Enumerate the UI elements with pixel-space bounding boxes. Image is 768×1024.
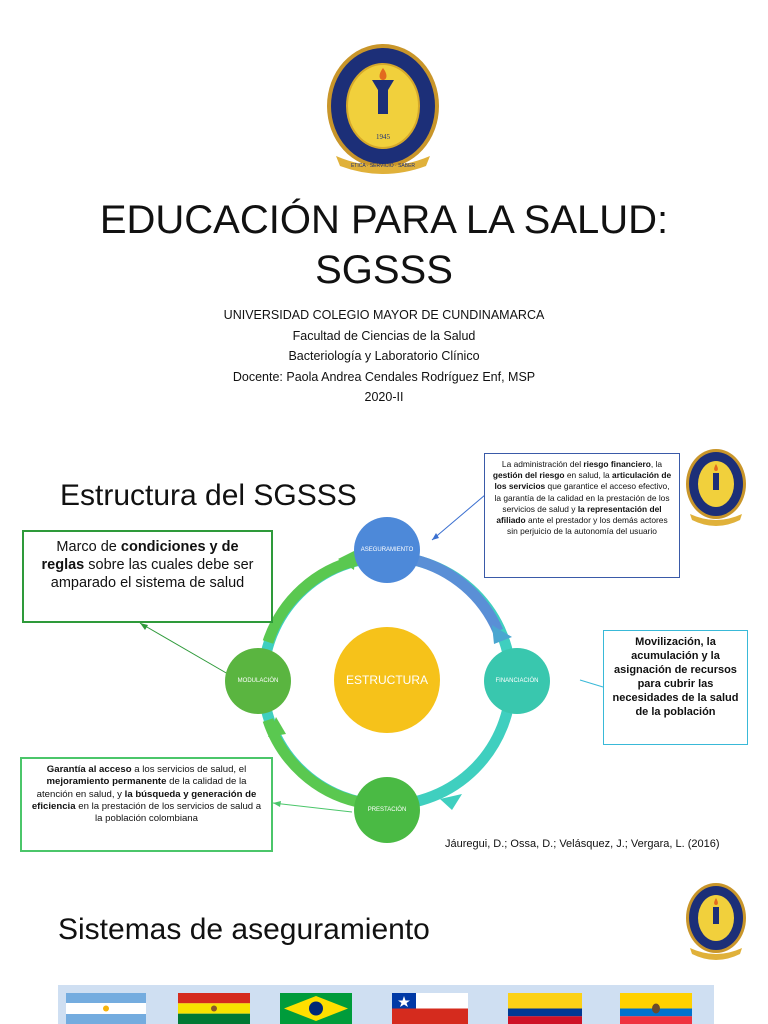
subtitle-university: UNIVERSIDAD COLEGIO MAYOR DE CUNDINAMARCA xyxy=(223,308,545,322)
subtitle-period: 2020-II xyxy=(364,390,404,404)
university-seal-logo xyxy=(322,40,444,178)
modulacion-description-box: Marco de condiciones y de reglas sobre las cuales debe ser amparado el sistema de salud xyxy=(22,530,273,623)
argentina-flag xyxy=(66,993,146,1024)
subtitle-program: Bacteriología y Laboratorio Clínico xyxy=(288,349,480,363)
node-label-prestacion: PRESTACIÓN xyxy=(367,807,407,813)
title-line-1: EDUCACIÓN PARA LA SALUD: xyxy=(99,198,669,242)
node-label-financiacion: FINANCIACIÓN xyxy=(495,678,539,684)
subtitle-faculty: Facultad de Ciencias de la Salud xyxy=(292,329,476,343)
connector-prestacion xyxy=(273,803,352,812)
connector-modulacion xyxy=(140,623,228,674)
aseguramiento-description-box: La administración del riesgo financiero, la gestión del riesgo en salud, la articulación de los servicios que garantice el acceso efectivo, la garantía de la calidad en la prestación de los servicios de salud y la representación del afiliado ante el prestador y los demás actores sin perjuicio de la autonomía del usuario xyxy=(484,453,680,578)
university-seal-logo-small-2 xyxy=(684,880,748,962)
title-line-2: SGSSS xyxy=(315,248,453,292)
colombia-flag xyxy=(508,993,582,1024)
connector-aseguramiento xyxy=(432,495,485,540)
subtitle-teacher: Docente: Paola Andrea Cendales Rodríguez Enf, MSP xyxy=(232,370,536,384)
node-label-modulacion: MODULACIÓN xyxy=(237,678,279,684)
flags-strip xyxy=(58,985,714,1024)
citation: Jáuregui, D.; Ossa, D.; Velásquez, J.; Vergara, L. (2016) xyxy=(445,838,720,850)
slide-heading: Estructura del SGSSS xyxy=(60,479,357,512)
connector-financiacion xyxy=(580,680,603,687)
financiacion-description-box: Movilización, la acumulación y la asignación de recursos para cubrir las necesidades de la salud de la población xyxy=(603,630,748,745)
ecuador-flag xyxy=(620,993,692,1024)
svg-text:1945: 1945 xyxy=(376,133,390,141)
slide-heading-2: Sistemas de aseguramiento xyxy=(58,913,430,946)
prestacion-description-box: Garantía al acceso a los servicios de salud, el mejoramiento permanente de la calidad de la atención en salud, y la búsqueda y generación de eficiencia en la prestación de los servicios de salud a la población colombiana xyxy=(20,757,273,852)
insurance-systems-slide xyxy=(0,862,768,1024)
chile-flag xyxy=(392,993,468,1024)
center-label: ESTRUCTURA xyxy=(345,673,428,687)
node-label-aseguramiento: ASEGURAMIENTO xyxy=(360,547,414,553)
structure-slide xyxy=(0,432,768,862)
brazil-flag xyxy=(280,993,352,1024)
svg-text:ETICA · SERVICIO · SABER: ETICA · SERVICIO · SABER xyxy=(350,163,416,169)
bolivia-flag xyxy=(178,993,250,1024)
title-slide xyxy=(0,0,768,432)
